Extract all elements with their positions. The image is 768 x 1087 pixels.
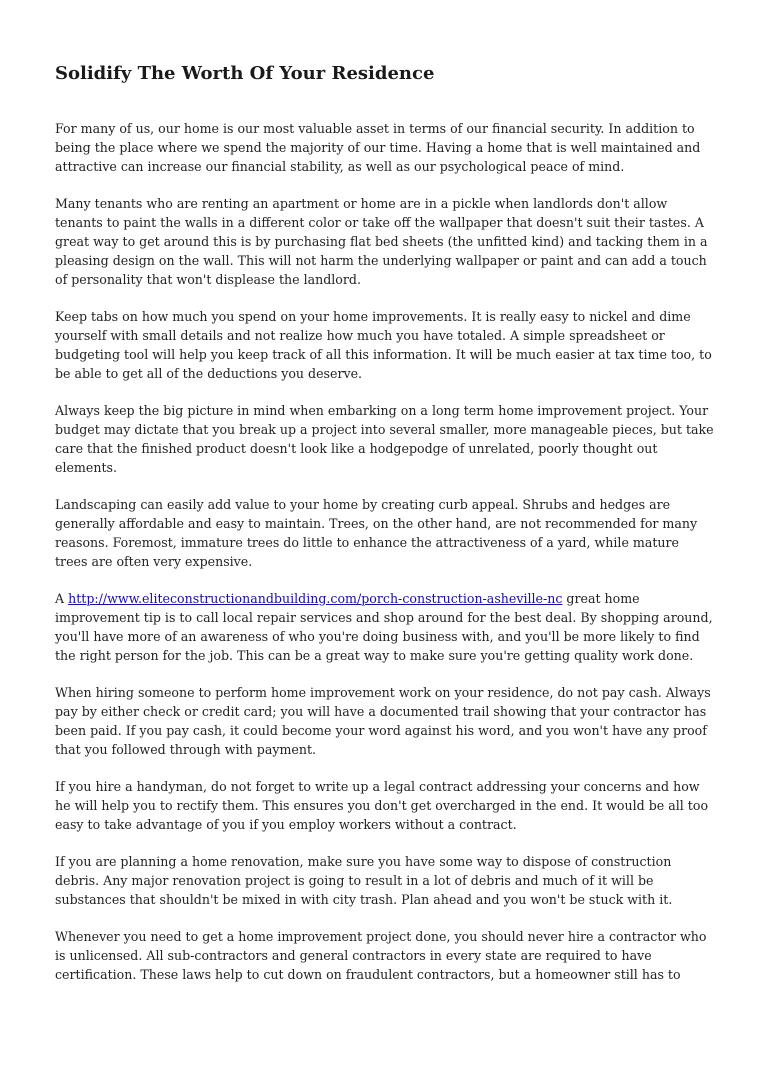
link-lead-text: A	[55, 591, 69, 606]
paragraph: If you are planning a home renovation, make sure you have some way to dispose of construction debris. Any major renovation project is going to result in a lot of debris and much of it will be substances that shouldn't be mixed in with city trash. Plan ahead and you won't be stuck with it.	[55, 854, 673, 907]
paragraph: Always keep the big picture in mind when embarking on a long term home improvement project. Your budget may dictate that you break up a project into several smaller, more manageable pieces, but take care that the finished product doesn't look like a hodgepodge of unrelated, poorly thought out elements.	[55, 403, 714, 475]
paragraph: Whenever you need to get a home improvement project done, you should never hire a contractor who is unlicensed. All sub-contractors and general contractors in every state are required to have certification. These laws help to cut down on fraudulent contractors, but a homeowner still has to	[55, 929, 707, 982]
article-body	[55, 119, 715, 984]
paragraph: Landscaping can easily add value to your home by creating curb appeal. Shrubs and hedges are generally affordable and easy to maintain. Trees, on the other hand, are not recommended for many reasons. Foremost, immature trees do little to enhance the attractiveness of a yard, while mature trees are often very expensive.	[55, 497, 698, 569]
page-title: Solidify The Worth Of Your Residence	[55, 63, 435, 84]
paragraph: Keep tabs on how much you spend on your home improvements. It is really easy to nickel and dime yourself with small details and not realize how much you have totaled. A simple spreadsheet or budgeting tool will help you keep track of all this information. It will be much easier at tax time too, to be able to get all of the deductions you deserve.	[55, 309, 712, 381]
paragraph: If you hire a handyman, do not forget to write up a legal contract addressing your concerns and how he will help you to rectify them. This ensures you don't get overcharged in the end. It would be all too easy to take advantage of you if you employ workers without a contract.	[55, 779, 709, 832]
paragraph: For many of us, our home is our most valuable asset in terms of our financial security. In addition to being the place where we spend the majority of our time. Having a home that is well maintained and attractive can increase our financial stability, as well as our psychological peace of mind.	[55, 121, 701, 174]
link-trailing-text: great home improvement tip is to call local repair services and shop around for the best deal. By shopping around, you'll have more of an awareness of who you're doing business with, and you'll be more likely to find the right person for the job. This can be a great way to make sure you're getting quality work done.	[55, 591, 713, 663]
paragraph: Many tenants who are renting an apartment or home are in a pickle when landlords don't allow tenants to paint the walls in a different color or take off the wallpaper that doesn't suit their tastes. A great way to get around this is by purchasing flat bed sheets (the unfitted kind) and tacking them in a pleasing design on the wall. This will not harm the underlying wallpaper or paint and can add a touch of personality that won't displease the landlord.	[55, 196, 708, 287]
document-page	[55, 0, 715, 1002]
paragraph: When hiring someone to perform home improvement work on your residence, do not pay cash. Always pay by either check or credit card; you will have a documented trail showing that your contractor has been paid. If you pay cash, it could become your word against his word, and you won't have any proof that you followed through with payment.	[55, 685, 711, 757]
construction-link[interactable]: http://www.eliteconstructionandbuilding.com/porch-construction-asheville-nc	[68, 591, 563, 606]
paragraph-with-link	[55, 589, 715, 665]
